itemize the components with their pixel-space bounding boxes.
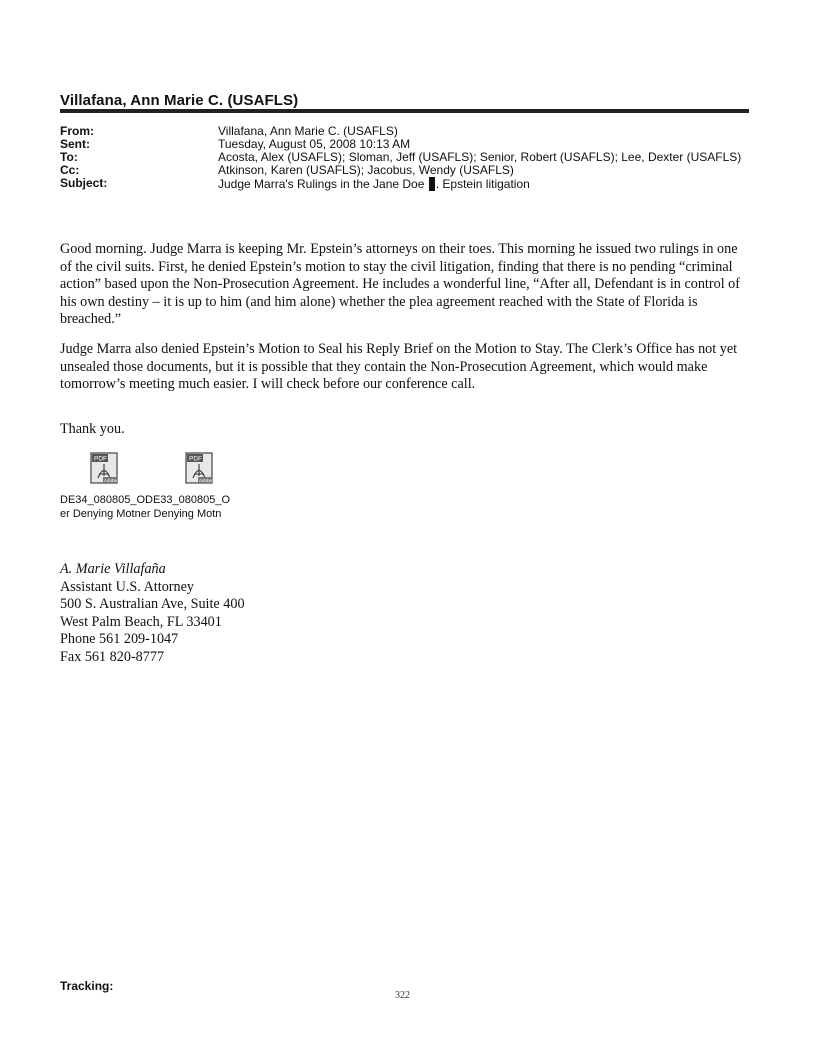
cc-row [60, 164, 750, 177]
pdf-attachment-icon[interactable] [185, 452, 213, 484]
subject-text-end: . Epstein litigation [435, 177, 530, 191]
pdf-badge-text: PDF [94, 455, 107, 463]
email-title: Villafana, Ann Marie C. (USAFLS) [60, 92, 299, 109]
signature-block [60, 561, 245, 666]
signature-address-line-1: 500 S. Australian Ave, Suite 400 [60, 596, 245, 612]
body-paragraph-1: Good morning. Judge Marra is keeping Mr. Epstein’s attorneys on their toes. This morning he issued two rulings in one of the civil suits. First, he denied Epstein’s motion to stay the civil litigation, finding that there is no pending “criminal action” based upon the Non-Prosecution Agreement. He includes a wonderful line, “After all, Defendant is in control of his own destiny – it is up to him (and him alone) whether the plea agreement reached with the State of Florida is breached.” [60, 241, 741, 327]
from-label: From: [60, 124, 94, 138]
to-value: Acosta, Alex (USAFLS); Sloman, Jeff (USAFLS); Senior, Robert (USAFLS); Lee, Dexter (USAFLS) [218, 150, 742, 164]
cc-label: Cc: [60, 163, 80, 177]
pdf-badge-text: PDF [189, 455, 202, 463]
attachment-names-line-1[interactable]: DE34_080805_ODE33_080805_O [60, 494, 231, 506]
subject-value [218, 177, 750, 191]
signature-name: A. Marie Villafaña [60, 561, 166, 577]
signature-fax: Fax 561 820-8777 [60, 648, 165, 665]
title-divider [60, 109, 749, 113]
adobe-brand-text: Adobe [104, 478, 118, 483]
body-closing: Thank you. [60, 421, 125, 437]
attachments-area [60, 452, 300, 521]
attachment-icons [60, 452, 300, 490]
sent-value: Tuesday, August 05, 2008 10:13 AM [218, 137, 411, 151]
body-paragraph-2: Judge Marra also denied Epstein’s Motion to Seal his Reply Brief on the Motion to Stay. The Clerk’s Office has not yet unsealed those documents, but it is possible that they contain the Non-Prosecution Agreement, which would make tomorrow’s meeting much easier. I will check before our conference call. [60, 341, 738, 392]
from-value: Villafana, Ann Marie C. (USAFLS) [218, 124, 398, 138]
redaction-block [429, 177, 435, 191]
sent-label: Sent: [60, 137, 90, 151]
to-label: To: [60, 150, 78, 164]
pdf-attachment-icon[interactable] [90, 452, 118, 484]
attachment-names-line-2[interactable]: er Denying Motner Denying Motn [60, 508, 222, 520]
subject-label: Subject: [60, 176, 108, 190]
page-number: 322 [395, 990, 410, 1001]
adobe-brand-text: Adobe [199, 478, 213, 483]
tracking-label: Tracking: [60, 979, 114, 993]
subject-row [60, 177, 750, 191]
cc-value: Atkinson, Karen (USAFLS); Jacobus, Wendy (USAFLS) [218, 163, 514, 177]
email-header-block [60, 125, 750, 191]
signature-phone: Phone 561 209-1047 [60, 631, 179, 647]
subject-text-start: Judge Marra's Rulings in the Jane Doe [218, 177, 425, 191]
signature-address-line-2: West Palm Beach, FL 33401 [60, 613, 222, 630]
signature-title: Assistant U.S. Attorney [60, 578, 194, 595]
attachment-names [60, 493, 300, 521]
